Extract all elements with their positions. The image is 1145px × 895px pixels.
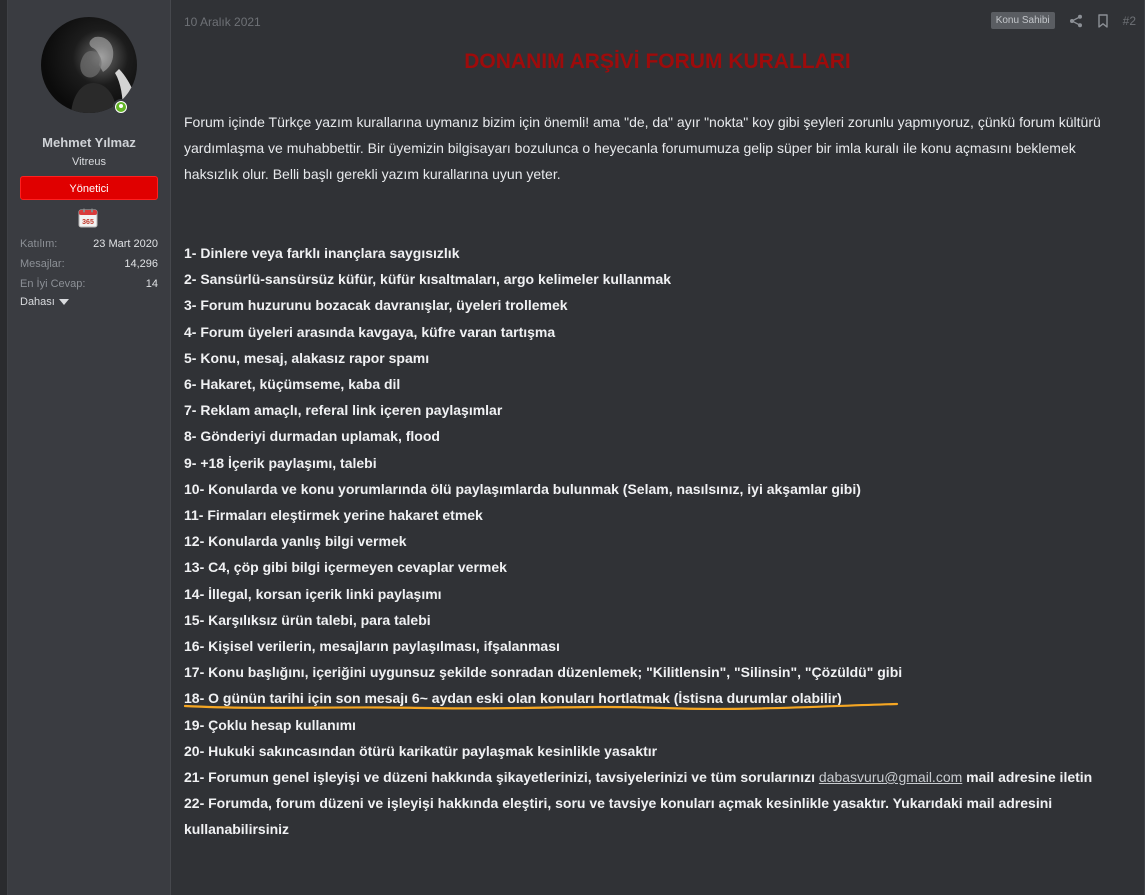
rule-item: 17- Konu başlığını, içeriğini uygunsuz şekilde sonradan düzenlemek; "Kilitlensin", "Silinsin", "Çözüldü" gibi	[184, 664, 903, 681]
rule-item: 11- Firmaları eleştirmek yerine hakaret etmek	[184, 507, 483, 524]
rule-item: 15- Karşılıksız ürün talebi, para talebi	[184, 611, 431, 628]
stat-label: En İyi Cevap:	[20, 278, 86, 290]
online-status-icon	[113, 99, 129, 115]
rule-item: 8- Gönderiyi durmadan uplamak, flood	[184, 428, 440, 445]
owner-badge: Konu Sahibi	[991, 12, 1055, 29]
rule-item: 3- Forum huzurunu bozacak davranışlar, üyeleri trollemek	[184, 297, 568, 314]
stat-row-messages	[20, 257, 158, 277]
rule-item-21	[184, 764, 1134, 790]
rule-item: 5- Konu, mesaj, alakasız rapor spamı	[184, 349, 430, 366]
bookmark-icon[interactable]	[1096, 14, 1110, 28]
rule-item: 6- Hakaret, küçümseme, kaba dil	[184, 376, 401, 393]
user-stats	[20, 237, 158, 297]
rule-item: 16- Kişisel verilerin, mesajların paylaşılması, ifşalanması	[184, 638, 560, 655]
rule-item: 12- Konularda yanlış bilgi vermek	[184, 533, 407, 550]
rules-list	[184, 240, 1134, 843]
post-actions	[991, 12, 1136, 29]
username[interactable]: Mehmet Yılmaz	[42, 135, 136, 150]
more-label: Dahası	[20, 296, 55, 308]
role-banner: Yönetici	[20, 176, 158, 200]
rule-item: 2- Sansürlü-sansürsüz küfür, küfür kısaltmaları, argo kelimeler kullanmak	[184, 271, 672, 288]
rule-item: 9- +18 İçerik paylaşımı, talebi	[184, 454, 377, 471]
stat-value: 23 Mart 2020	[93, 238, 158, 250]
badge-365-label: 365	[82, 219, 94, 226]
rule-item-highlighted: 18- O günün tarihi için son mesajı 6~ aydan eski olan konuları hortlatmak (İstisna durumlar olabilir)	[184, 690, 842, 707]
rule-item: 7- Reklam amaçlı, referal link içeren paylaşımlar	[184, 402, 503, 419]
rule-item: 19- Çoklu hesap kullanımı	[184, 716, 356, 733]
user-title: Vitreus	[71, 156, 107, 168]
post-title: DONANIM ARŞİVİ FORUM KURALLARI	[464, 50, 851, 73]
rule-item: 22- Forumda, forum düzeni ve işleyişi hakkında eleştiri, soru ve tavsiye konuları açmak kesinlikle yasaktır. Yukarıdaki mail adresini kullanabilirsiniz	[184, 795, 1053, 838]
rule-21-text: 21- Forumun genel işleyişi ve düzeni hakkında şikayetlerinizi, tavsiyelerinizi ve tüm sorularınızı	[184, 769, 819, 786]
rule-21-text-end: mail adresine iletin	[962, 769, 1093, 786]
forum-post	[7, 0, 1145, 895]
stat-value: 14,296	[124, 258, 158, 270]
post-user-panel	[8, 0, 171, 895]
rule-item: 14- İllegal, korsan içerik linki paylaşımı	[184, 585, 442, 602]
post-date[interactable]: 10 Aralık 2021	[184, 15, 261, 29]
caret-down-icon	[59, 299, 69, 305]
rule-item: 10- Konularda ve konu yorumlarında ölü paylaşımlarda bulunmak (Selam, nasılsınız, iyi akşamlar gibi)	[184, 480, 861, 497]
post-number-link[interactable]: #2	[1122, 13, 1136, 28]
rule-item: 13- C4, çöp gibi bilgi içermeyen cevaplar vermek	[184, 559, 507, 576]
share-icon[interactable]	[1069, 14, 1083, 28]
email-link[interactable]: dabasvuru@gmail.com	[818, 769, 963, 786]
intro-paragraph: Forum içinde Türkçe yazım kurallarına uymanız bizim için önemli! ama "de, da" ayır "nokta" koy gibi şeyleri zorunlu yapmıyoruz, çünkü forum kültürü yardımlaşma ve muhabbettir. Bir üyemizin bilgisayarı bozulunca o heyecanla forumumuza gelip süper bir imla kuralı ile konu açmasını beklemek haksızlık olur. Belli başlı gerekli yazım kurallarına uyun yeter.	[184, 114, 1101, 182]
left-gutter	[0, 0, 7, 895]
stat-row-best-answer	[20, 277, 158, 297]
more-toggle[interactable]	[20, 296, 69, 308]
avatar-container[interactable]	[41, 17, 137, 113]
calendar-365-icon[interactable]	[78, 208, 98, 228]
stat-label: Mesajlar:	[20, 258, 65, 270]
rule-item: 20- Hukuki sakıncasından ötürü karikatür paylaşmak kesinlikle yasaktır	[184, 742, 658, 759]
stat-value: 14	[145, 278, 158, 290]
stat-row-joined	[20, 237, 158, 257]
rule-item: 1- Dinlere veya farklı inançlara saygısızlık	[184, 245, 460, 261]
rule-item: 4- Forum üyeleri arasında kavgaya, küfre varan tartışma	[184, 323, 556, 340]
stat-label: Katılım:	[20, 238, 58, 250]
